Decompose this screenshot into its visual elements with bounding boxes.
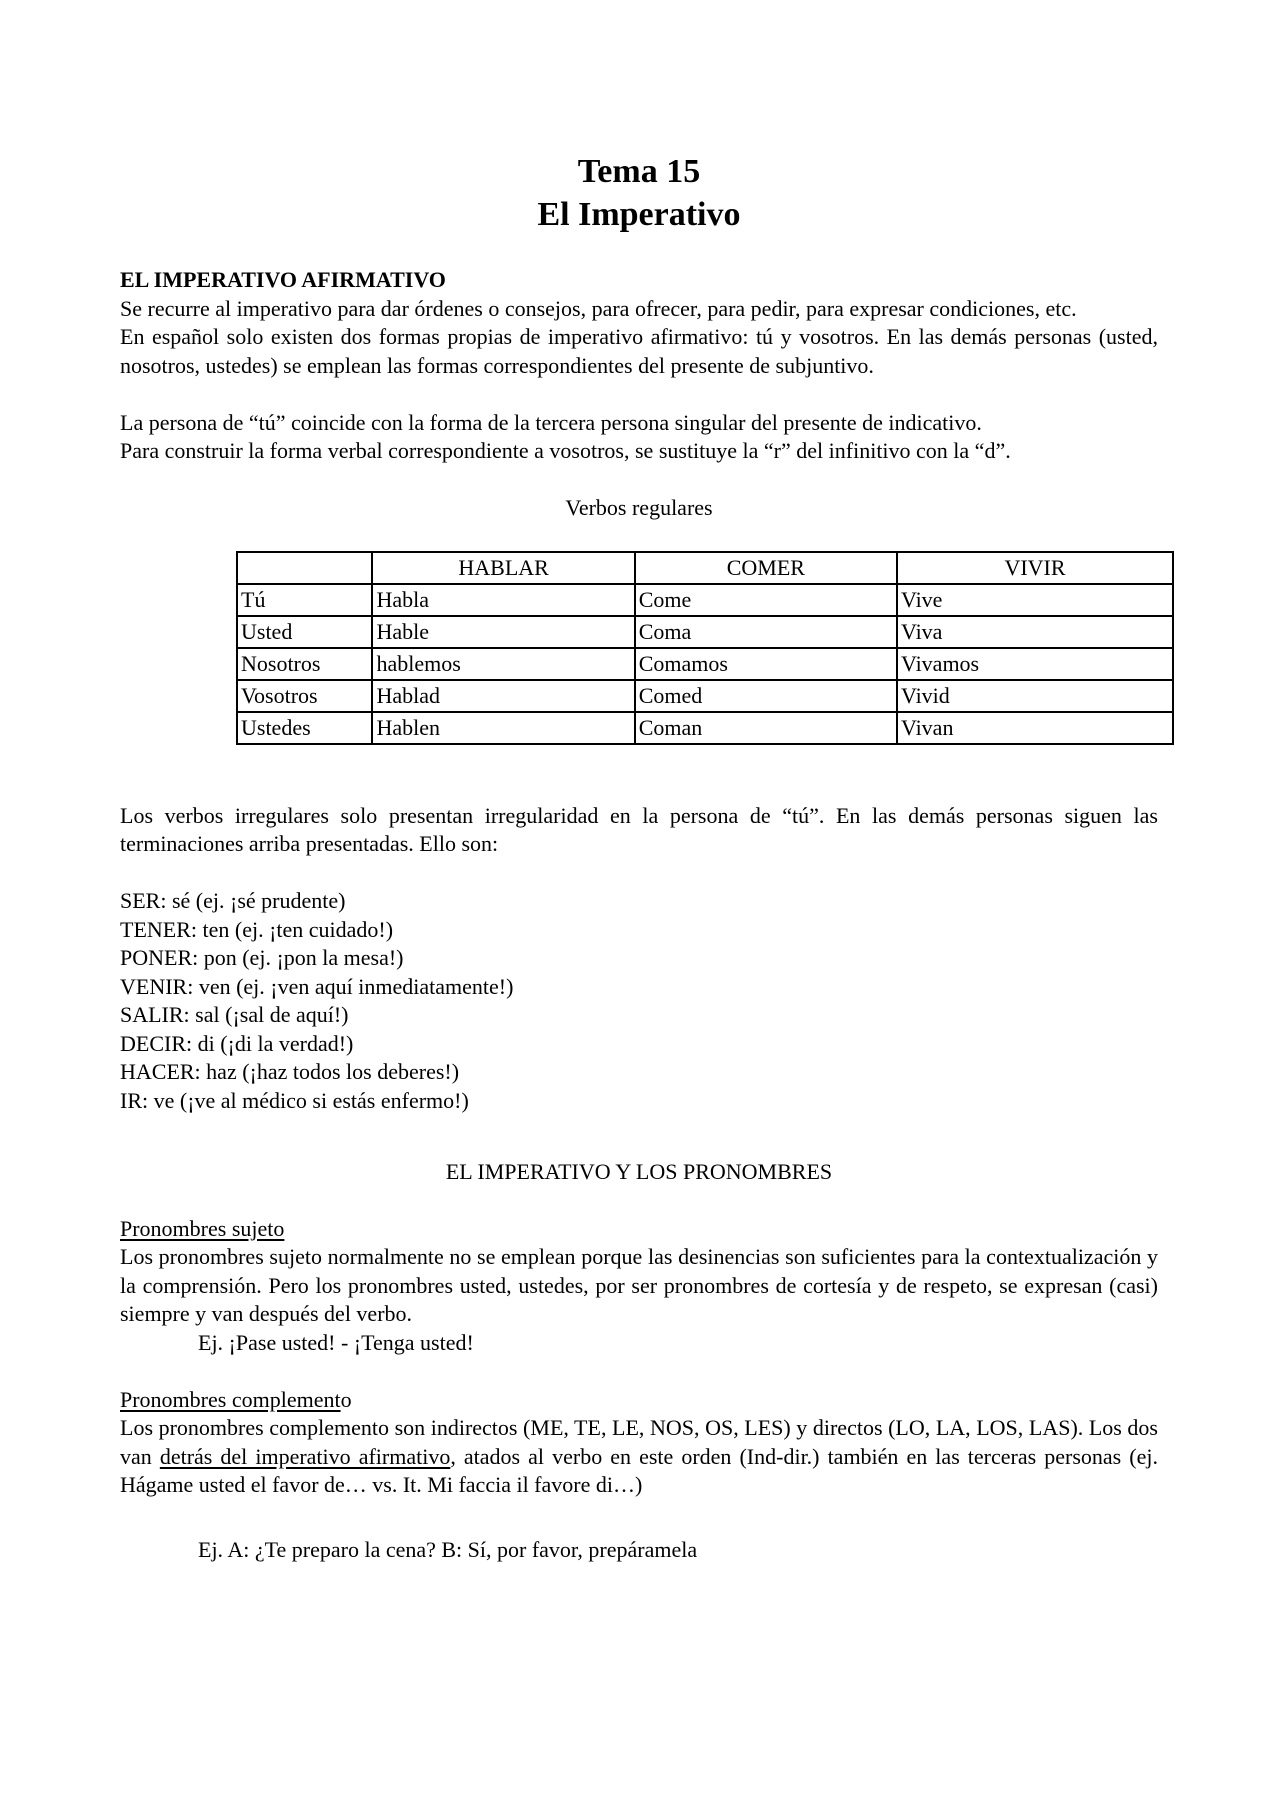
table-row [237,712,1173,744]
table-cell: Comamos [635,648,897,680]
table-row [237,680,1173,712]
table-cell: Vosotros [237,680,372,712]
paragraph-formas: En español solo existen dos formas propias de imperativo afirmativo: tú y vosotros. En las demás personas (usted, nosotros, ustedes) se emplean las formas correspondientes del presente de subjuntivo. [120,324,1158,378]
subheading-complemento-rest: o [340,1386,352,1412]
table-cell: Coma [635,616,897,648]
table-header-cell: HABLAR [372,552,634,584]
table-cell: Comed [635,680,897,712]
table-cell: hablemos [372,648,634,680]
document-body [120,266,1158,1564]
subheading-complemento-underlined: Pronombres complement [120,1386,341,1412]
table-cell: Vive [897,584,1173,616]
table-header-row [237,552,1173,584]
subheading-sujeto [120,1215,1158,1244]
table-cell: Vivid [897,680,1173,712]
list-item: TENER: ten (ej. ¡ten cuidado!) [120,916,394,942]
table-row [237,584,1173,616]
list-item: IR: ve (¡ve al médico si estás enfermo!) [120,1087,469,1113]
table-cell: Hable [372,616,634,648]
verbs-table [236,551,1174,745]
table-row [237,648,1173,680]
complemento-text-before: Los pronombres complemento son indirectos (ME, TE, LE, NOS, OS, LES) y directos (LO, LA, LOS, LAS). Los dos van [120,1415,1158,1469]
page-title: Tema 15 [577,153,701,190]
section-heading-pronombres: EL IMPERATIVO Y LOS PRONOMBRES [445,1159,833,1184]
paragraph-irregulares: Los verbos irregulares solo presentan irregularidad en la persona de “tú”. En las demás personas siguen las terminaciones arriba presentadas. Ello son: [120,802,1158,856]
subheading-sujeto-text: Pronombres sujeto [120,1215,285,1241]
list-item: HACER: haz (¡haz todos los deberes!) [120,1059,460,1084]
list-item: PONER: pon (ej. ¡pon la mesa!) [120,945,404,970]
table-cell: Nosotros [237,648,372,680]
table-cell: Vivan [897,712,1173,744]
table-cell: Coman [635,712,897,744]
table-row [237,616,1173,648]
table-header-cell: COMER [635,552,897,584]
complemento-text-after: , atados al verbo en este orden (Ind-dir.) también en las terceras personas (ej. Hágame usted el favor de… vs. It. Mi faccia il favore di…) [120,1443,1158,1497]
table-cell: Vivamos [897,648,1173,680]
paragraph-intro: Se recurre al imperativo para dar órdenes o consejos, para ofrecer, para pedir, para expresar condiciones, etc. [120,295,1077,321]
page-subtitle: El Imperativo [537,196,741,233]
table-cell: Come [635,584,897,616]
table-cell: Hablad [372,680,634,712]
table-header-cell [237,552,372,584]
complemento-text-underlined: detrás del imperativo afirmativo [159,1443,451,1469]
paragraph-vosotros: Para construir la forma verbal correspondiente a vosotros, se sustituye la “r” del infinitivo con la “d”. [120,438,1011,463]
example-sujeto: Ej. ¡Pase usted! - ¡Tenga usted! [198,1329,474,1355]
table-cell: Habla [372,584,634,616]
table-cell: Viva [897,616,1173,648]
paragraph-sujeto: Los pronombres sujeto normalmente no se emplean porque las desinencias son suficientes para la contextualización y la comprensión. Pero los pronombres usted, ustedes, por ser pronombres de cortesía y de respeto, se expresan (casi) siempre y van después del verbo. [120,1244,1158,1326]
table-caption: Verbos regulares [565,495,713,520]
table-header-cell: VIVIR [897,552,1173,584]
paragraph-tu: La persona de “tú” coincide con la forma de la tercera persona singular del presente de indicativo. [120,409,982,435]
example-complemento: Ej. A: ¿Te preparo la cena? B: Sí, por favor, prepáramela [198,1536,698,1562]
list-item: SALIR: sal (¡sal de aquí!) [120,1002,349,1027]
subheading-complemento [120,1386,1158,1415]
table-cell: Hablen [372,712,634,744]
section-heading-afirmativo: EL IMPERATIVO AFIRMATIVO [120,267,446,292]
table-cell: Usted [237,616,372,648]
paragraph-complemento [120,1414,1158,1500]
list-item: DECIR: di (¡di la verdad!) [120,1030,354,1056]
table-cell: Ustedes [237,712,372,744]
table-cell: Tú [237,584,372,616]
list-item: SER: sé (ej. ¡sé prudente) [120,888,346,913]
list-item: VENIR: ven (ej. ¡ven aquí inmediatamente!) [120,973,514,999]
